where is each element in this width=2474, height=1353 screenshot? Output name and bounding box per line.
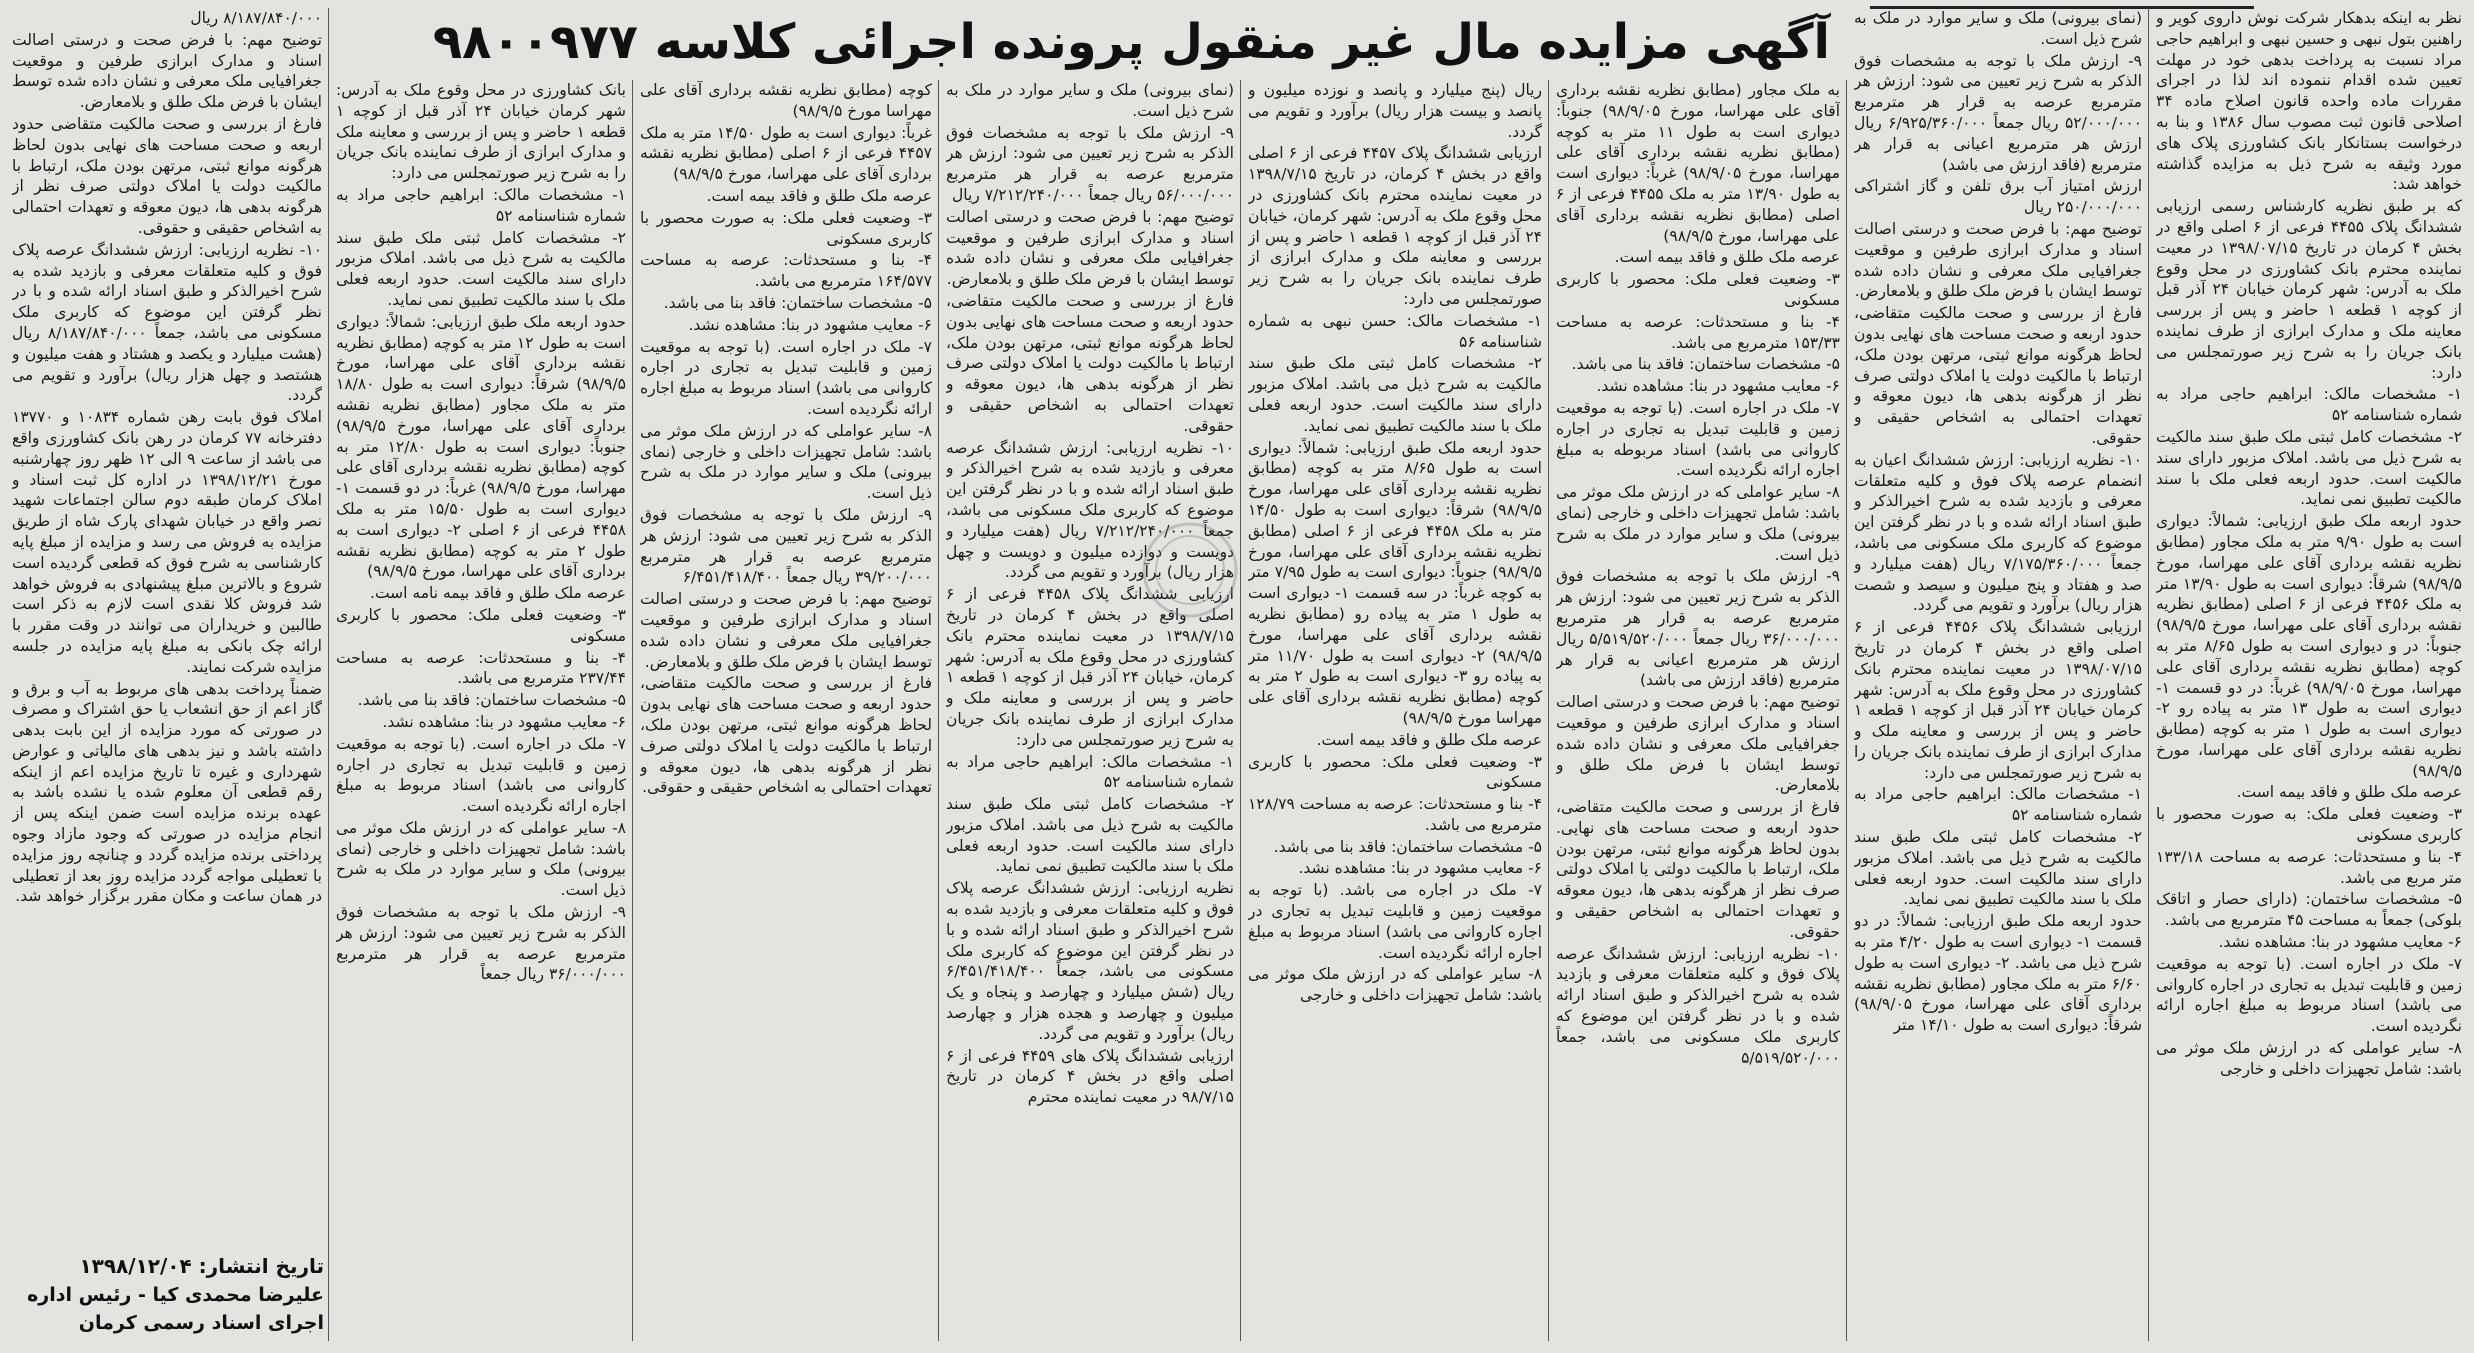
paragraph: ۲- مشخصات کامل ثبتی ملک طبق سند مالکیت به شرح ذیل می باشد. املاک مزبور دارای سند مالکیت است. حدود اربعه فعلی ملک با سند مالکیت تطبیق نمی نماید. bbox=[946, 795, 1234, 876]
paragraph: ۸/۱۸۷/۸۴۰/۰۰۰ ریال bbox=[190, 9, 322, 27]
paragraph: ۵- مشخصات ساختمان: (دارای حصار و اتاقک بلوکی) جمعاً به مساحت ۴۵ مترمربع می باشد. bbox=[2156, 890, 2462, 930]
paragraph: که بر طبق نظریه کارشناس رسمی ارزیابی ششدانگ پلاک ۴۴۵۵ فرعی از ۶ اصلی واقع در بخش ۴ کرمان در تاریخ ۱۳۹۸/۰۷/۱۵ در معیت نماینده محترم بانک کشاورزی در محل وقوع ملک به آدرس: شهر کرمان خیابان ۲۴ آذر قبل از کوچه ۱ قطعه ۱ حاضر و پس از بررسی معاینه ملک و مدارک ابرازی از طرف نماینده بانک جریان را به شرح زیر صورتمجلس می دارد: bbox=[2156, 197, 2462, 382]
column-6 bbox=[640, 80, 932, 1341]
paragraph: حدود اربعه ملک طبق ارزیابی: شمالاً: دیواری است به طول ۱۲ متر به کوچه (مطابق نظریه نقشه برداری آقای علی مهراسا، مورخ ۹۸/۹/۵) شرقاً: دیواری است به طول ۱۸/۸۰ متر به ملک مجاور (مطابق نظریه نقشه برداری آقای علی مهراسا، مورخ ۹۸/۹/۵) جنوباً: دیواری است به طول ۱۲/۸۰ متر به کوچه (مطابق نظریه نقشه برداری آقای علی مهراسا، مورخ ۹۸/۹/۵) غرباً: در دو قسمت ۱- دیواری است به طول ۱۵/۵۰ متر به ملک ۴۴۵۸ فرعی از ۶ اصلی ۲- دیواری است به طول ۲ متر به کوچه (مطابق نظریه نقشه برداری آقای علی مهراسا، مورخ ۹۸/۹/۵) bbox=[336, 312, 626, 581]
paragraph: حدود اربعه ملک طبق ارزیابی: شمالاً: دیواری است به طول ۹/۹۰ متر به ملک مجاور (مطابق نظریه نقشه برداری آقای علی مهراسا، مورخ ۹۸/۹/۵) شرقاً: دیواری است به طول ۱۳/۹۰ متر به ملک ۴۴۵۶ فرعی از ۶ اصلی (مطابق نظریه نقشه برداری آقای علی مهراسا، مورخ ۹۸/۹/۵) جنوباً: در و دیواری است به طول ۸/۶۵ متر به کوچه (مطابق نظریه نقشه برداری آقای علی مهراسا، مورخ ۹۸/۹/۰۵) غرباً: در دو قسمت ۱- دیواری است به طول ۱۳ متر به پیاده رو ۲- دیواری است به طول ۱ متر به کوچه (مطابق نظریه نقشه برداری آقای علی مهراسا، مورخ ۹۸/۹/۵) bbox=[2156, 512, 2462, 780]
paragraph: ۴- بنا و مستحدثات: عرصه به مساحت ۱۵۳/۳۳ مترمربع می باشد. bbox=[1556, 312, 1840, 352]
paragraph: نظر به اینکه بدهکار شرکت نوش داروی کویر و راهنین بتول نبهی و حسین نبهی و ابراهیم حاجی مراد نسبت به پرداخت بدهی خود در مهلت تعیین شده اقدام ننموده اند لذا در اجرای مقررات ماده واحده قانون اصلاح ماده ۳۴ اصلاحی قانون ثبت مصوب سال ۱۳۸۶ و بنا به درخواست بستانکار بانک کشاورزی پلاک های مورد وثیقه به شرح ذیل به مزایده گذاشته خواهد شد: bbox=[2156, 9, 2462, 194]
paragraph: (نمای بیرونی) ملک و سایر موارد در ملک به شرح ذیل است. bbox=[946, 81, 1234, 120]
paragraph: توضیح مهم: با فرض صحت و درستی اصالت اسناد و مدارک ابرازی طرفین و موقعیت جغرافیایی ملک معرفی و نشان داده شده توسط ایشان با فرض ملک طلق و بلامعارض. bbox=[1556, 693, 1840, 795]
paragraph: ۳- وضعیت فعلی ملک: محصور با کاربری مسکونی bbox=[1248, 752, 1542, 792]
publish-date: تاریخ انتشار: ۱۳۹۸/۱۲/۰۴ bbox=[79, 1254, 324, 1278]
paragraph: فارغ از بررسی و صحت مالکیت متقاضی، حدود اربعه و صحت مساحت های نهایی. بدون لحاظ هرگونه موانع ثبتی، مرتهن بودن ملک، ارتباط با مالکیت دولتی یا املاک دولتی صرف نظر از هرگونه بدهی ها، دیون معوقه و تعهدات احتمالی به اشخاص حقیقی و حقوقی. bbox=[1556, 798, 1840, 941]
column-8 bbox=[12, 8, 322, 1243]
paragraph: ۵- مشخصات ساختمان: فاقد بنا می باشد. bbox=[1273, 837, 1542, 856]
paragraph: ۳- وضعیت فعلی ملک: به صورت محصور با کاربری مسکونی bbox=[640, 208, 932, 248]
signatory-name: علیرضا محمدی کیا - رئیس اداره bbox=[27, 1284, 324, 1306]
paragraph: غرباً: دیواری است به طول ۱۴/۵۰ متر به ملک ۴۴۵۷ فرعی از ۶ اصلی (مطابق نظریه نقشه برداری آقای علی مهراسا، مورخ ۹۸/۹/۵) bbox=[640, 123, 932, 184]
paragraph: ۸- سایر عواملی که در ارزش ملک موثر می باشد: شامل تجهیزات داخلی و خارجی (نمای بیرونی) ملک و سایر موارد در ملک به شرح ذیل است. bbox=[1556, 483, 1840, 564]
paragraph: ارزیابی ششدانگ پلاک های ۴۴۵۹ فرعی از ۶ اصلی واقع در بخش ۴ کرمان در تاریخ ۹۸/۷/۱۵ در معیت نماینده محترم bbox=[946, 1046, 1234, 1107]
paragraph: فارغ از بررسی و صحت مالکیت متقاضی حدود اربعه و صحت مساحت های نهایی بدون لحاظ هرگونه موانع ثبتی، مرتهن بودن ملک، ارتباط با مالکیت دولت یا املاک دولتی صرف نظر از هرگونه بدهی ها، دیون معوقه و تعهدات احتمالی به اشخاص حقیقی و حقوقی. bbox=[12, 114, 322, 237]
paragraph: ۳- وضعیت فعلی ملک: به صورت محصور با کاربری مسکونی bbox=[2156, 805, 2462, 845]
paragraph: ۴- بنا و مستحدثات: عرصه به مساحت ۲۳۷/۴۴ مترمربع می باشد. bbox=[336, 648, 626, 688]
paragraph: ۲- مشخصات کامل ثبتی ملک طبق سند مالکیت به شرح ذیل می باشد. املاک مزبور دارای سند مالکیت است. حدود اربعه فعلی ملک با سند مالکیت تطبیق نمی نماید. bbox=[2156, 427, 2462, 509]
paragraph: ۱۰- نظریه ارزیابی: ارزش ششدانگ عرصه پلاک فوق و کلیه متعلقات معرفی و بازدید شده به شرح اخیرالذکر و طبق اسناد ارائه شده و با در نظر گرفتن این موضوع که کاربری ملک مسکونی می باشد، جمعاً ۸/۱۸۷/۸۴۰/۰۰۰ ریال (هشت میلیارد و یکصد و هشتاد و هفت میلیون و هشتصد و چهل هزار ریال) برآورد و تقویم می گردد. bbox=[12, 240, 322, 405]
paragraph: ۲- مشخصات کامل ثبتی ملک طبق سند مالکیت به شرح ذیل می باشد. املاک مزبور دارای سند مالکیت است. حدود اربعه فعلی ملک با سند مالکیت تطبیق نمی نماید. bbox=[336, 228, 626, 309]
paragraph: توضیح مهم: با فرض صحت و درستی اصالت اسناد و مدارک ابرازی طرفین و موقعیت جغرافیایی ملک معرفی و نشان داده شده توسط ایشان با فرض ملک طلق و بلامعارض. bbox=[1854, 219, 2142, 301]
paragraph: ۶- معایب مشهود در بنا: مشاهده نشد. bbox=[688, 315, 932, 334]
paragraph: ۸- سایر عواملی که در ارزش ملک موثر می باشد: شامل تجهیزات داخلی و خارجی (نمای بیرونی) ملک و سایر موارد در ملک به شرح ذیل است. bbox=[336, 818, 626, 900]
paragraph: ۷- ملک در اجاره است. (با توجه به موقعیت زمین و قابلیت تبدیل به تجاری در اجاره کاروانی می باشد) اسناد مربوط به مبلغ اجاره ارائه نگردیده است. bbox=[336, 734, 626, 816]
paragraph: ۷- ملک در اجاره است. (با توجه به موقعیت زمین و قابلیت تبدیل به تجاری در اجاره کاروانی می باشد) اسناد مربوط به مبلغ اجاره ارائه نگردیده است. bbox=[2156, 954, 2462, 1036]
paragraph: توضیح مهم: با فرض صحت و درستی اصالت اسناد و مدارک ابرازی طرفین و موقعیت جغرافیایی ملک معرفی و نشان داده شده توسط ایشان با فرض ملک طلق و بلامعارض. bbox=[640, 590, 932, 671]
paragraph: ۹- ارزش ملک با توجه به مشخصات فوق الذکر به شرح زیر تعیین می شود: ارزش هر مترمربع عرصه به قرار هر مترمربع ۵۲/۰۰۰/۰۰۰ ریال جمعاً ۶/۹۲۵/۳۶۰/۰۰۰ ریال ارزش هر مترمربع اعیانی به قرار هر مترمربع (فاقد ارزش می باشد) bbox=[1854, 51, 2142, 174]
paragraph: ضمناً پرداخت بدهی های مربوط به آب و برق و گاز اعم از حق انشعاب یا حق اشتراک و مصرف در صورتی که مورد مزایده از این بابت بدهی داشته باشد و نیز بدهی های مالیاتی و عوارض شهرداری و غیره تا تاریخ مزایده اعم از اینکه رقم قطعی آن معلوم شده یا نشده باشد به عهده برنده مزایده است ضمن اینکه پس از انجام مزایده در صورتی که وجود مازاد وجوه پرداختی برنده مزایده گردد و چنانچه روز مزایده با تعطیلی مواجه گردد مزایده روز بعد از تعطیلی در همان ساعت و مکان مقرر برگزار خواهد شد. bbox=[12, 679, 322, 906]
paragraph: ۷- ملک در اجاره می باشد. (با توجه به موقعیت زمین و قابلیت تبدیل به تجاری در اجاره کاروانی می باشد) اسناد مربوط به مبلغ اجاره ارائه نگردیده است. bbox=[1248, 881, 1542, 962]
paragraph: ریال (پنج میلیارد و پانصد و نوزده میلیون و پانصد و بیست هزار ریال) برآورد و تقویم می گردد. bbox=[1248, 81, 1542, 141]
paragraph: ارزیابی ششدانگ پلاک ۴۴۵۸ فرعی از ۶ اصلی واقع در بخش ۴ کرمان در تاریخ ۱۳۹۸/۷/۱۵ در معیت نماینده محترم بانک کشاورزی در محل وقوع ملک به آدرس: شهر کرمان، خیابان ۲۴ آذر قبل از کوچه ۱ قطعه ۱ حاضر و پس از بررسی و معاینه ملک و مدارک ابرازی از طرف نماینده بانک جریان به شرح زیر صورتمجلس می دارد: bbox=[946, 585, 1234, 749]
paragraph: ۸- سایر عواملی که در ارزش ملک موثر می باشد: شامل تجهیزات داخلی و خارجی (نمای بیرونی) ملک و سایر موارد در ملک به شرح ذیل است. bbox=[640, 421, 932, 503]
paragraph: حدود اربعه ملک طبق ارزیابی: شمالاً: دیواری است به طول ۸/۶۵ متر به کوچه (مطابق نظریه نقشه برداری آقای علی مهراسا، مورخ ۹۸/۹/۵) شرقاً: دیواری است به طول ۱۴/۵۰ متر به ملک ۴۴۵۸ فرعی از ۶ اصلی (مطابق نظریه نقشه برداری آقای علی مهراسا، مورخ ۹۸/۹/۵) جنوباً: دیواری است به طول ۷/۹۵ متر به کوچه غرباً: در سه قسمت ۱- دیواری است به طول ۱ متر به پیاده رو (مطابق نظریه نقشه برداری آقای علی مهراسا، مورخ ۹۸/۹/۵) ۲- دیواری است به طول ۱۱/۷۰ متر به پیاده رو ۳- دیواری است به طول ۲ متر به کوچه (مطابق نظریه نقشه برداری آقای علی مهراسا مورخ ۹۸/۹/۵) bbox=[1248, 438, 1542, 727]
column-7 bbox=[336, 80, 626, 1341]
paragraph: فارغ از بررسی و صحت مالکیت متقاضی، حدود اربعه و صحت مساحت های نهایی بدون لحاظ هرگونه موانع ثبتی، مرتهن بودن ملک، ارتباط با مالکیت دولت یا املاک دولتی صرف نظر از هرگونه بدهی ها، دیون معوقه و تعهدات احتمالی به اشخاص حقیقی و حقوقی. bbox=[640, 674, 932, 797]
paragraph: توضیح مهم: با فرض صحت و درستی اصالت اسناد و مدارک ابرازی طرفین و موقعیت جغرافیایی ملک معرفی و نشان داده شده توسط ایشان با فرض ملک طلق و بلامعارض. bbox=[12, 30, 322, 112]
column-divider bbox=[328, 8, 329, 1341]
paragraph: ۹- ارزش ملک با توجه به مشخصات فوق الذکر به شرح زیر تعیین می شود: ارزش هر مترمربع عرصه به قرار هر مترمربع ۳۶/۰۰۰/۰۰۰ ریال جمعاً bbox=[336, 903, 626, 984]
paragraph: ۵- مشخصات ساختمان: فاقد بنا می باشد. bbox=[357, 691, 626, 710]
paragraph: ۹- ارزش ملک با توجه به مشخصات فوق الذکر به شرح زیر تعیین می شود: ارزش هر مترمربع عرصه به قرار هر مترمربع ۳۶/۰۰۰/۰۰۰ ریال جمعاً ۵/۵۱۹/۵۲۰/۰۰۰ ریال ارزش هر مترمربع اعیانی به قرار هر مترمربع (فاقد ارزش می باشد) bbox=[1556, 567, 1840, 690]
watermark-stamp bbox=[1090, 510, 1290, 630]
paragraph: کوچه (مطابق نظریه نقشه برداری آقای علی مهراسا مورخ ۹۸/۹/۵) bbox=[640, 81, 932, 120]
paragraph: ارزش امتیاز آب برق تلفن و گاز اشتراکی ۲۵۰/۰۰۰/۰۰۰ ریال bbox=[1854, 177, 2142, 217]
paragraph: فارغ از بررسی و صحت مالکیت متقاضی، حدود اربعه و صحت مساحت های نهایی بدون لحاظ هرگونه موانع ثبتی، مرتهن بودن ملک، ارتباط با مالکیت دولت یا املاک دولتی صرف نظر از هرگونه بدهی ها، دیون معوقه و تعهدات احتمالی به اشخاص حقیقی و حقوقی. bbox=[1854, 304, 2142, 447]
column-divider bbox=[2148, 8, 2149, 1341]
column-divider bbox=[1240, 80, 1241, 1341]
paragraph: ۵- مشخصات ساختمان: فاقد بنا می باشد. bbox=[663, 293, 932, 312]
paragraph: ۱- مشخصات مالک: ابراهیم حاجی مراد به شماره شناسنامه ۵۲ bbox=[2156, 385, 2462, 425]
paragraph: (نمای بیرونی) ملک و سایر موارد در ملک به شرح ذیل است. bbox=[1854, 9, 2142, 48]
paragraph: ۲- مشخصات کامل ثبتی ملک طبق سند مالکیت به شرح ذیل می باشد. املاک مزبور دارای سند مالکیت است. حدود اربعه فعلی ملک با سند مالکیت تطبیق نمی نماید. bbox=[1854, 828, 2142, 909]
paragraph: ۹- ارزش ملک با توجه به مشخصات فوق الذکر به شرح زیر تعیین می شود: ارزش هر مترمربع عرصه به قرار هر مترمربع ۵۶/۰۰۰/۰۰۰ ریال جمعاً ۷/۲۱۲/۲۴۰/۰۰۰ ریال bbox=[946, 123, 1234, 204]
signature-block bbox=[12, 1251, 324, 1337]
paragraph: ۱- مشخصات مالک: ابراهیم حاجی مراد به شماره شناسنامه ۵۲ bbox=[946, 752, 1234, 792]
column-4 bbox=[1248, 80, 1542, 1341]
paragraph: حدود اربعه ملک طبق ارزیابی: شمالاً: در دو قسمت ۱- دیواری است به طول ۴/۲۰ متر به شرح ذیل می باشد. ۲- دیواری است به طول ۶/۶۰ متر به ملک مجاور (مطابق نظریه نقشه برداری آقای علی مهراسا، مورخ ۹۸/۹/۰۵) شرقاً: دیواری است به طول ۱۴/۱۰ متر bbox=[1854, 912, 2142, 1035]
paragraph: ۶- معایب مشهود در بنا: مشاهده نشد. bbox=[382, 712, 626, 731]
paragraph: ۷- ملک در اجاره است. (با توجه به موقعیت زمین و قابلیت تبدیل به تجاری در اجاره کاروانی می باشد) اسناد مربوطه به مبلغ اجاره ارائه نگردیده است. bbox=[1556, 398, 1840, 480]
paragraph: بانک کشاورزی در محل وقوع ملک به آدرس: شهر کرمان خیابان ۲۴ آذر قبل از کوچه ۱ قطعه ۱ حاضر و پس از بررسی و معاینه ملک و مدارک ابرازی از طرف نماینده بانک جریان را به شرح زیر صورتمجلس می دارد: bbox=[336, 81, 626, 183]
paragraph: ۱۰- نظریه ارزیابی: ارزش ششدانگ عرصه پلاک فوق و کلیه متعلقات معرفی و بازدید شده به شرح اخیرالذکر و طبق اسناد ارائه شده و با در نظر گرفتن این موضوع که کاربری ملک مسکونی می باشد، جمعاً ۵/۵۱۹/۵۲۰/۰۰۰ bbox=[1556, 944, 1840, 1067]
paragraph: عرصه ملک طلق و فاقد بیمه نامه است. bbox=[370, 584, 626, 603]
paragraph: ۴- بنا و مستحدثات: عرصه به مساحت ۱۲۸/۷۹ مترمربع می باشد. bbox=[1248, 795, 1542, 834]
paragraph: ۴- بنا و مستحدثات: عرصه به مساحت ۱۶۴/۵۷۷ مترمربع می باشد. bbox=[640, 251, 932, 291]
page-title: آگهی مزایده مال غیر منقول پرونده اجرائی کلاسه ۹۸۰۰۹۷۷ bbox=[432, 14, 1830, 70]
paragraph: ۱- مشخصات مالک: ابراهیم حاجی مراد به شماره شناسنامه ۵۲ bbox=[336, 185, 626, 225]
paragraph: فارغ از بررسی و صحت مالکیت متقاضی، حدود اربعه و صحت مساحت های نهایی بدون لحاظ هرگونه موانع ثبتی، مرتهن بودن ملک، ارتباط با مالکیت دولت یا املاک دولتی صرف نظر از هرگونه بدهی ها، دیون معوقه و تعهدات احتمالی به اشخاص حقیقی و حقوقی. bbox=[946, 291, 1234, 435]
paragraph: ۱۰- نظریه ارزیابی: ارزش ششدانگ اعیان به انضمام عرصه پلاک فوق و کلیه متعلقات معرفی و بازدید شده به شرح اخیرالذکر و طبق اسناد ارائه شده و با در نظر گرفتن این موضوع که کاربری ملک مسکونی می باشد، جمعاً ۷/۱۷۵/۳۶۰/۰۰۰ ریال (هفت میلیارد و صد و هفتاد و پنج میلیون و سیصد و شصت هزار ریال) برآورد و تقویم می گردد. bbox=[1854, 450, 2142, 615]
paragraph: ۷- ملک در اجاره است. (با توجه به موقعیت زمین و قابلیت تبدیل به تجاری در اجاره کاروانی می باشد) اسناد مربوط به مبلغ اجاره ارائه نگردیده است. bbox=[640, 337, 932, 418]
column-2 bbox=[1854, 8, 2142, 1341]
paragraph: ۶- معایب مشهود در بنا: مشاهده نشد. bbox=[1298, 859, 1542, 878]
column-3 bbox=[1556, 80, 1840, 1341]
paragraph: املاک فوق بابت رهن شماره ۱۰۸۳۴ و ۱۳۷۷۰ دفترخانه ۷۷ کرمان در رهن بانک کشاورزی واقع می باشد از ساعت ۹ الی ۱۲ ظهر روز چهارشنبه مورخ ۱۳۹۸/۱۲/۲۱ در اداره کل ثبت اسناد و املاک کرمان طبقه دوم سالن اجتماعات شهید نصر واقع در خیابان شهدای پارک شاه از طریق مزایده به فروش می رسد و مزایده از مبلغ پایه کارشناسی به شرح فوق که قطعی گردیده است شروع و بالاترین مبلغ پیشنهادی به فروش خواهد شد فروش کلا نقدی است لازم به ذکر است طالبین و خریداران می توانند در وقت مقرر با ارائه چک بانکی به مبلغ پایه مزایده در جلسه مزایده شرکت نمایند. bbox=[12, 408, 322, 676]
paragraph: ۵- مشخصات ساختمان: فاقد بنا می باشد. bbox=[1571, 355, 1840, 374]
paragraph: ۱- مشخصات مالک: حسن نبهی به شماره شناسنامه ۵۶ bbox=[1248, 311, 1542, 351]
paragraph: نظریه ارزیابی: ارزش ششدانگ عرصه پلاک فوق و کلیه متعلقات معرفی و بازدید شده به شرح اخیرالذکر و طبق اسناد ارائه شده و با در نظر گرفتن این موضوع که کاربری ملک مسکونی می باشد، جمعاً ۶/۴۵۱/۴۱۸/۴۰۰ ریال (شش میلیارد و چهارصد و پنجاه و یک میلیون و چهارصد و هجده هزار و چهارصد ریال) برآورد و تقویم می گردد. bbox=[946, 879, 1234, 1043]
signatory-office: اجرای اسناد رسمی کرمان bbox=[78, 1312, 324, 1334]
paragraph: ۲- مشخصات کامل ثبتی ملک طبق سند مالکیت به شرح ذیل می باشد. املاک مزبور دارای سند مالکیت است. حدود اربعه فعلی ملک با سند مالکیت تطبیق نمی نماید. bbox=[1248, 354, 1542, 435]
paragraph: عرصه ملک طلق و فاقد بیمه است. bbox=[706, 186, 932, 205]
paragraph: عرصه ملک طلق و فاقد بیمه است. bbox=[2236, 783, 2462, 802]
paragraph: عرصه ملک طلق و فاقد بیمه است. bbox=[1316, 730, 1542, 749]
paragraph: ۳- وضعیت فعلی ملک: محصور با کاربری مسکونی bbox=[336, 605, 626, 645]
paragraph: ۴- بنا و مستحدثات: عرصه به مساحت ۱۳۳/۱۸ متر مربع می باشد. bbox=[2156, 847, 2462, 887]
paragraph: ۸- سایر عواملی که در ارزش ملک موثر می باشد: شامل تجهیزات داخلی و خارجی bbox=[2156, 1039, 2462, 1078]
paragraph: ۶- معایب مشهود در بنا: مشاهده نشد. bbox=[2218, 933, 2462, 952]
column-divider bbox=[1846, 80, 1847, 1341]
paragraph: ۸- سایر عواملی که در ارزش ملک موثر می باشد: شامل تجهیزات داخلی و خارجی bbox=[1248, 965, 1542, 1005]
paragraph: ۱- مشخصات مالک: ابراهیم حاجی مراد به شماره شناسنامه ۵۲ bbox=[1854, 785, 2142, 825]
column-5 bbox=[946, 80, 1234, 1341]
paragraph: ۶- معایب مشهود در بنا: مشاهده نشد. bbox=[1596, 377, 1840, 396]
column-1 bbox=[2156, 8, 2462, 1341]
paragraph: ارزیابی ششدانگ پلاک ۴۴۵۷ فرعی از ۶ اصلی واقع در بخش ۴ کرمان، در تاریخ ۱۳۹۸/۷/۱۵ در معیت نماینده محترم بانک کشاورزی در محل وقوع ملک به آدرس: شهر کرمان، خیابان ۲۴ آذر قبل از کوچه ۱ قطعه ۱ حاضر و پس از بررسی و معاینه ملک و مدارک ابرازی از طرف نماینده بانک جریان را به شرح زیر صورتمجلس می دارد: bbox=[1248, 144, 1542, 308]
column-divider bbox=[632, 80, 633, 1341]
paragraph: عرصه ملک طلق و فاقد بیمه است. bbox=[1614, 248, 1840, 267]
column-divider bbox=[1548, 80, 1549, 1341]
paragraph: توضیح مهم: با فرض صحت و درستی اصالت اسناد و مدارک ابرازی طرفین و موقعیت جغرافیایی ملک معرفی و نشان داده شده توسط ایشان با فرض ملک طلق و بلامعارض. bbox=[946, 207, 1234, 289]
paragraph: به ملک مجاور (مطابق نظریه نقشه برداری آقای علی مهراسا، مورخ ۹۸/۹/۰۵) جنوباً: دیواری است به طول ۱۱ متر به کوچه (مطابق نظریه نقشه برداری آقای علی مهراسا، مورخ ۹۸/۹/۰۵) غرباً: دیواری است به طول ۱۳/۹۰ متر به ملک ۴۴۵۵ فرعی از ۶ اصلی (مطابق نظریه نقشه برداری آقای علی مهراسا، مورخ ۹۸/۹/۵) bbox=[1556, 81, 1840, 245]
paragraph: ارزیابی ششدانگ پلاک ۴۴۵۶ فرعی از ۶ اصلی واقع در بخش ۴ کرمان در تاریخ ۱۳۹۸/۰۷/۱۵ در معیت نماینده محترم بانک کشاورزی در محل وقوع ملک به آدرس: شهر کرمان خیابان ۲۴ آذر قبل از کوچه ۱ قطعه ۱ حاضر و پس از بررسی و معاینه ملک و مدارک ابرازی از طرف نماینده بانک جریان را به شرح زیر صورتمجلس می دارد: bbox=[1854, 618, 2142, 782]
paragraph: ۱۰- نظریه ارزیابی: ارزش ششدانگ عرصه معرفی و بازدید شده به شرح اخیرالذکر و طبق اسناد ارائه شده و با در نظر گرفتن این موضوع که کاربری ملک مسکونی می باشد، جمعاً ۷/۲۱۲/۲۴۰/۰۰۰ ریال (هفت میلیارد و دویست و دوازده میلیون و دویست و چهل هزار ریال) برآورد و تقویم می گردد. bbox=[946, 438, 1234, 582]
paragraph: ۳- وضعیت فعلی ملک: محصور با کاربری مسکونی bbox=[1556, 270, 1840, 309]
column-divider bbox=[938, 80, 939, 1341]
paragraph: ۹- ارزش ملک با توجه به مشخصات فوق الذکر به شرح زیر تعیین می شود: ارزش هر مترمربع عرصه به قرار هر مترمربع ۳۹/۲۰۰/۰۰۰ ریال جمعاً ۶/۴۵۱/۴۱۸/۴۰۰ bbox=[640, 505, 932, 587]
